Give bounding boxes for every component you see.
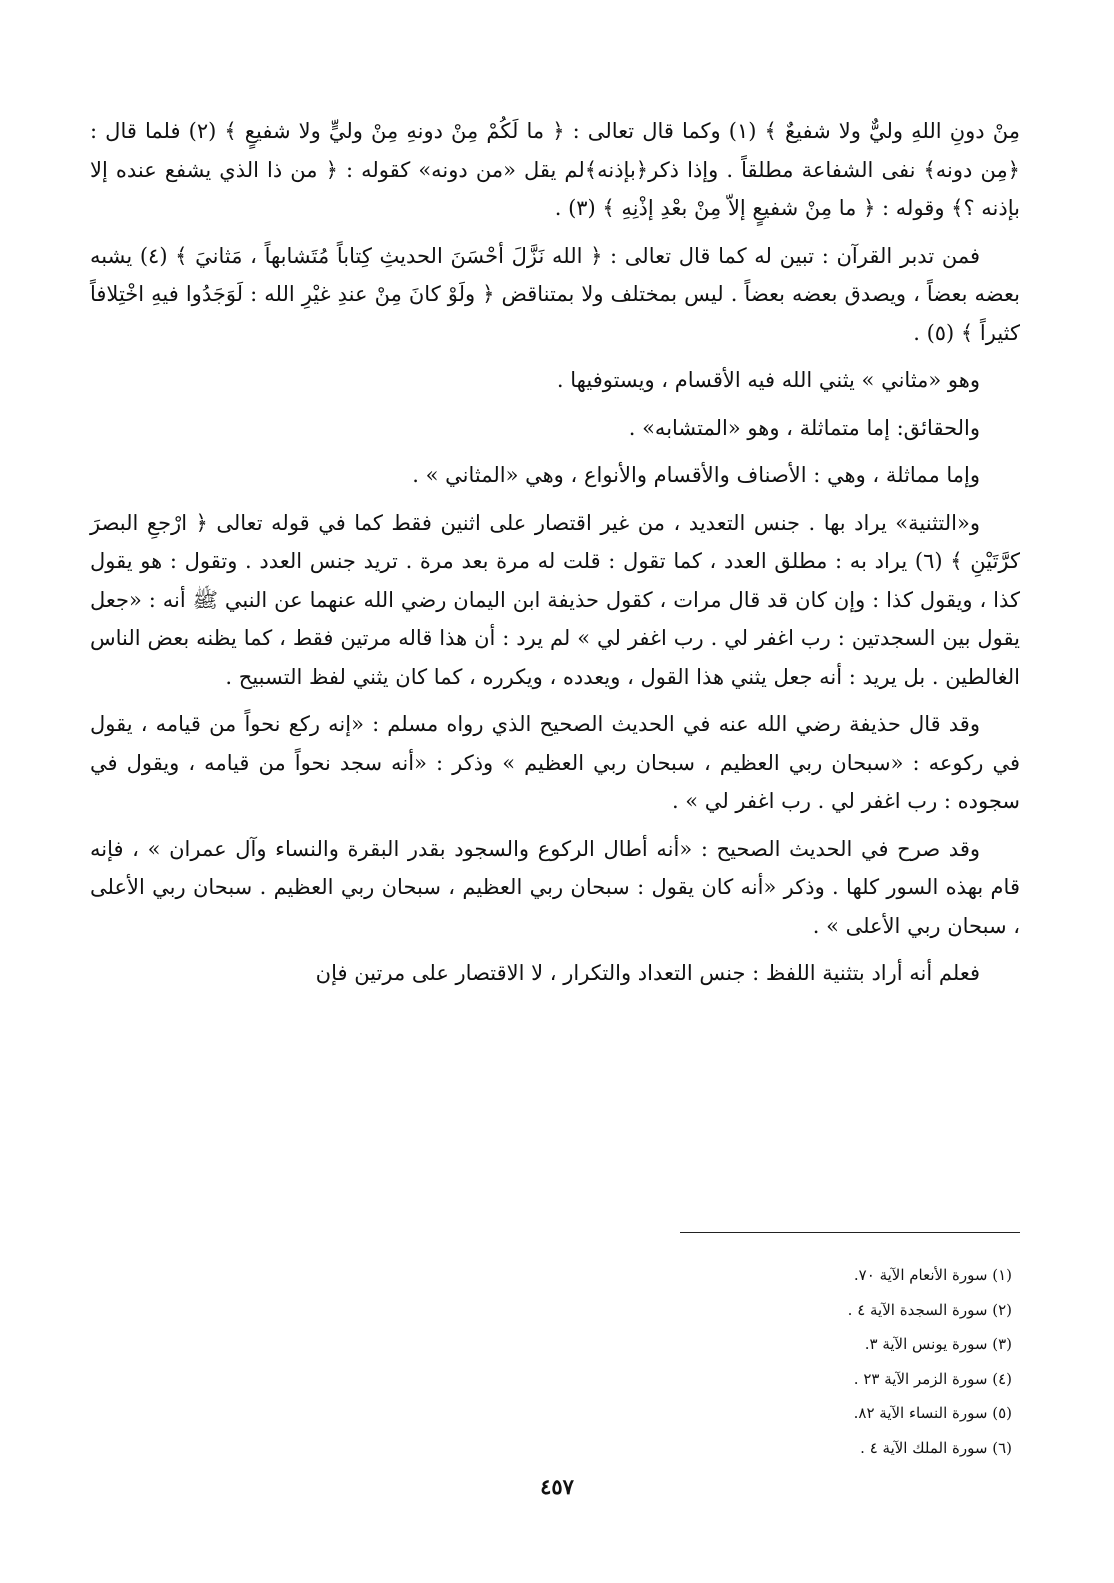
paragraph-4: والحقائق: إما متماثلة ، وهو «المتشابه» . (628, 415, 980, 440)
main-text (90, 112, 1020, 1002)
footnotes (640, 1258, 1020, 1465)
page-number: ٤٥٧ (540, 1474, 574, 1499)
footnote-3: (٣) سورة يونس الآية ٣. (864, 1335, 1012, 1353)
footnote-2: (٢) سورة السجدة الآية ٤ . (847, 1300, 1012, 1319)
footnote-divider (680, 1232, 1020, 1233)
paragraph-7: وقد قال حذيفة رضي الله عنه في الحديث الصحيح الذي رواه مسلم : «إنه ركع نحواً من قيامه ، يقول في ركوعه : «سبحان ربي العظيم ، سبحان ربي العظيم » وذكر : «أنه سجد نحواً من قيامه ، ويقول في سجوده : رب اغفر لي . رب اغفر لي » . (90, 712, 1020, 813)
footnote-6: (٦) سورة الملك الآية ٤ . (860, 1438, 1012, 1457)
paragraph-8: وقد صرح في الحديث الصحيح : «أنه أطال الركوع والسجود بقدر البقرة والنساء وآل عمران » ، فإنه قام بهذه السور كلها . وذكر «أنه كان يقول : سبحان ربي العظيم ، سبحان ربي العظيم . سبحان ربي الأعلى ، سبحان ربي الأعلى » . (90, 836, 1020, 938)
footnote-1: (١) سورة الأنعام الآية ٧٠. (853, 1266, 1012, 1284)
paragraph-5: وإما مماثلة ، وهي : الأصناف والأقسام والأنواع ، وهي «المثاني » . (412, 463, 980, 487)
paragraph-3: وهو «مثاني » يثني الله فيه الأقسام ، ويستوفيها . (556, 368, 980, 392)
paragraph-2: فمن تدبر القرآن : تبين له كما قال تعالى : ﴿ الله نَزَّلَ أحْسَنَ الحديثِ كِتاباً مُتَشابهاً ، مَثانيَ ﴾ (٤) يشبه بعضه بعضاً ، ويصدق بعضه بعضاً . ليس بمختلف ولا بمتناقض ﴿ ولَوْ كانَ مِنْ عندِ غيْرِ الله : لَوَجَدُوا فيهِ اخْتِلافاً كثيراً ﴾ (٥) . (90, 243, 1020, 345)
footnote-4: (٤) سورة الزمر الآية ٢٣ . (853, 1369, 1012, 1388)
paragraph-6: و«التثنية» يراد بها . جنس التعديد ، من غير اقتصار على اثنين فقط كما في قوله تعالى ﴿ ارْجعِ البصرَ كرَّتَيْنِ ﴾ (٦) يراد به : مطلق العدد ، كما تقول : قلت له مرة بعد مرة . تريد جنس العدد . وتقول : هو يقول كذا ، ويقول كذا : وإن كان قد قال مرات ، كقول حذيفة ابن اليمان رضي الله عنهما عن النبي ﷺ أنه : «جعل يقول بين السجدتين : رب اغفر لي . رب اغفر لي » لم يرد : أن هذا قاله مرتين فقط ، كما يظنه بعض الناس الغالطين . بل يريد : أنه جعل يثني هذا القول ، ويعدده ، ويكرره ، كما كان يثني لفظ التسبيح . (90, 510, 1020, 689)
paragraph-9: فعلم أنه أراد بتثنية اللفظ : جنس التعداد والتكرار ، لا الاقتصار على مرتين فإن (315, 961, 980, 985)
paragraph-1: مِنْ دونِ اللهِ وليٌّ ولا شفيعٌ ﴾ (١) وكما قال تعالى : ﴿ ما لَكُمْ مِنْ دونهِ مِنْ وليٍّ ولا شفيعٍ ﴾ (٢) فلما قال : ﴿مِن دونه﴾ نفى الشفاعة مطلقاً . وإذا ذكر﴿بإذنه﴾لم يقل «من دونه» كقوله : ﴿ من ذا الذي يشفع عنده إلا بإذنه ؟﴾ وقوله : ﴿ ما مِنْ شفيعٍ إلاّ مِنْ بعْدِ إذْنِهِ ﴾ (٣) . (90, 119, 1020, 220)
footnote-5: (٥) سورة النساء الآية ٨٢. (853, 1404, 1012, 1422)
